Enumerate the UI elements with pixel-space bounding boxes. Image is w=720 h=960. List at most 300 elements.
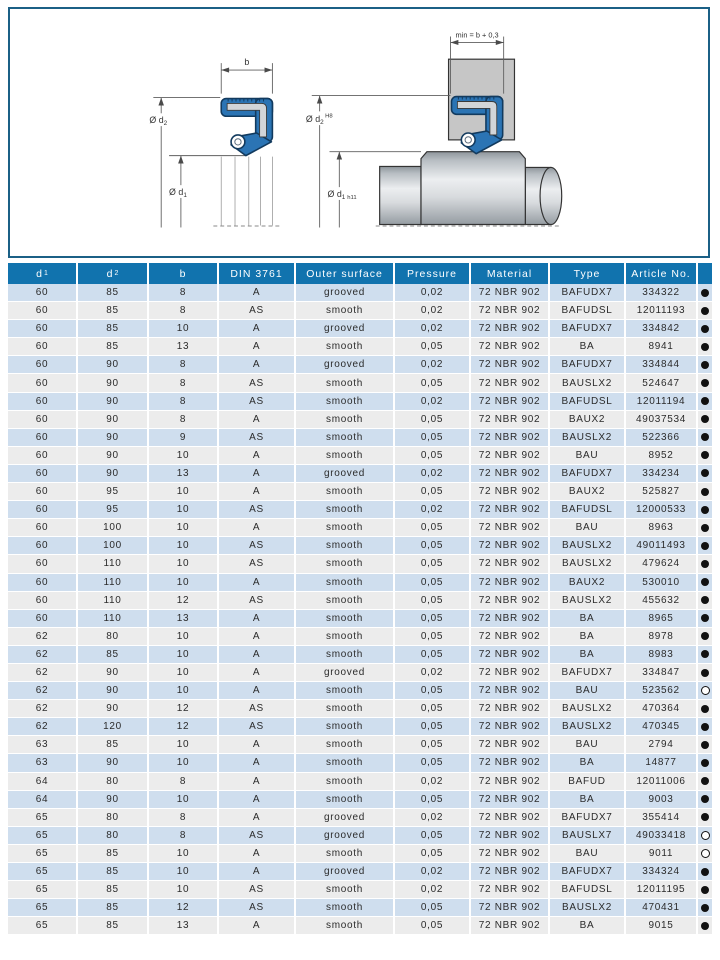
cell-din: A xyxy=(219,773,296,790)
table-row xyxy=(8,356,712,374)
cell-type: BAFUDSL xyxy=(550,393,626,410)
cell-availability xyxy=(698,537,712,554)
cell-type: BAFUDX7 xyxy=(550,664,626,681)
cell-material: 72 NBR 902 xyxy=(471,393,550,410)
cell-d1: 65 xyxy=(8,881,78,898)
cell-din: A xyxy=(219,447,296,464)
cell-d2: 85 xyxy=(78,863,149,880)
cell-material: 72 NBR 902 xyxy=(471,574,550,591)
cell-b: 10 xyxy=(149,881,219,898)
cell-type: BAFUDSL xyxy=(550,501,626,518)
cell-b: 8 xyxy=(149,302,219,319)
availability-dot-filled xyxy=(701,650,709,658)
cell-din: A xyxy=(219,682,296,699)
cell-material: 72 NBR 902 xyxy=(471,429,550,446)
cell-d1: 62 xyxy=(8,682,78,699)
availability-dot-filled xyxy=(701,469,709,477)
cell-article-no: 8965 xyxy=(626,610,698,627)
cell-material: 72 NBR 902 xyxy=(471,664,550,681)
column-header-d2: d 2 xyxy=(78,263,149,284)
cell-article-no: 8941 xyxy=(626,338,698,355)
availability-dot-filled xyxy=(701,813,709,821)
availability-dot-filled xyxy=(701,325,709,333)
cell-article-no: 9003 xyxy=(626,791,698,808)
availability-dot-filled xyxy=(701,904,709,912)
cell-outer-surface: grooved xyxy=(296,284,395,301)
cell-outer-surface: smooth xyxy=(296,773,395,790)
cell-article-no: 49037534 xyxy=(626,411,698,428)
cell-article-no: 479624 xyxy=(626,555,698,572)
availability-dot-filled xyxy=(701,886,709,894)
cell-b: 8 xyxy=(149,773,219,790)
table-row xyxy=(8,555,712,573)
cell-material: 72 NBR 902 xyxy=(471,791,550,808)
cell-pressure: 0,05 xyxy=(395,827,471,844)
cell-availability xyxy=(698,863,712,880)
cell-type: BAFUDX7 xyxy=(550,356,626,373)
cell-outer-surface: grooved xyxy=(296,863,395,880)
cell-din: AS xyxy=(219,537,296,554)
cell-pressure: 0,05 xyxy=(395,374,471,391)
cell-type: BA xyxy=(550,917,626,934)
cell-material: 72 NBR 902 xyxy=(471,320,550,337)
cell-outer-surface: smooth xyxy=(296,845,395,862)
cell-b: 8 xyxy=(149,411,219,428)
cell-availability xyxy=(698,899,712,916)
cell-outer-surface: grooved xyxy=(296,809,395,826)
cell-d2: 90 xyxy=(78,791,149,808)
cell-article-no: 334847 xyxy=(626,664,698,681)
cell-d2: 80 xyxy=(78,809,149,826)
cell-b: 10 xyxy=(149,628,219,645)
cell-din: AS xyxy=(219,881,296,898)
cell-d1: 60 xyxy=(8,411,78,428)
cell-type: BAUSLX2 xyxy=(550,537,626,554)
cell-outer-surface: smooth xyxy=(296,682,395,699)
cell-din: A xyxy=(219,736,296,753)
cell-d1: 60 xyxy=(8,447,78,464)
cell-din: AS xyxy=(219,592,296,609)
cell-b: 8 xyxy=(149,356,219,373)
cell-b: 10 xyxy=(149,664,219,681)
cell-d2: 85 xyxy=(78,881,149,898)
cell-outer-surface: smooth xyxy=(296,718,395,735)
cell-b: 10 xyxy=(149,574,219,591)
table-row xyxy=(8,718,712,736)
cell-type: BAUSLX2 xyxy=(550,374,626,391)
cell-pressure: 0,05 xyxy=(395,700,471,717)
cell-d2: 95 xyxy=(78,483,149,500)
cell-din: AS xyxy=(219,501,296,518)
cell-article-no: 12000533 xyxy=(626,501,698,518)
cell-d1: 65 xyxy=(8,827,78,844)
cell-b: 13 xyxy=(149,465,219,482)
cell-b: 10 xyxy=(149,555,219,572)
cell-d1: 60 xyxy=(8,284,78,301)
cell-outer-surface: smooth xyxy=(296,700,395,717)
cell-d1: 60 xyxy=(8,483,78,500)
cell-d1: 63 xyxy=(8,754,78,771)
cell-d2: 110 xyxy=(78,555,149,572)
cell-type: BA xyxy=(550,628,626,645)
cell-material: 72 NBR 902 xyxy=(471,519,550,536)
availability-dot-filled xyxy=(701,596,709,604)
availability-dot-filled xyxy=(701,506,709,514)
cell-d1: 64 xyxy=(8,791,78,808)
cell-b: 13 xyxy=(149,338,219,355)
cell-type: BAUSLX2 xyxy=(550,718,626,735)
cell-pressure: 0,05 xyxy=(395,899,471,916)
table-body xyxy=(8,284,712,935)
cell-pressure: 0,05 xyxy=(395,537,471,554)
cell-b: 10 xyxy=(149,754,219,771)
cell-d2: 90 xyxy=(78,754,149,771)
cell-d2: 80 xyxy=(78,628,149,645)
cell-din: AS xyxy=(219,393,296,410)
cell-type: BAFUDX7 xyxy=(550,284,626,301)
cell-article-no: 334844 xyxy=(626,356,698,373)
cell-outer-surface: smooth xyxy=(296,899,395,916)
cell-d1: 60 xyxy=(8,501,78,518)
cell-d1: 65 xyxy=(8,899,78,916)
availability-dot-filled xyxy=(701,307,709,315)
d1-dimension-label: Ø $d_1$ xyxy=(169,186,187,199)
seal-drawing-panel xyxy=(8,7,710,258)
cell-d2: 110 xyxy=(78,592,149,609)
cell-material: 72 NBR 902 xyxy=(471,773,550,790)
cell-d1: 60 xyxy=(8,320,78,337)
cell-article-no: 524647 xyxy=(626,374,698,391)
cell-article-no: 523562 xyxy=(626,682,698,699)
cell-d2: 90 xyxy=(78,356,149,373)
cell-din: AS xyxy=(219,827,296,844)
cell-type: BA xyxy=(550,338,626,355)
cell-type: BAU xyxy=(550,736,626,753)
cell-b: 9 xyxy=(149,429,219,446)
cell-din: A xyxy=(219,356,296,373)
cell-availability xyxy=(698,465,712,482)
cell-din: A xyxy=(219,519,296,536)
cell-outer-surface: smooth xyxy=(296,881,395,898)
cell-availability xyxy=(698,302,712,319)
cell-outer-surface: smooth xyxy=(296,429,395,446)
cell-outer-surface: grooved xyxy=(296,356,395,373)
cell-material: 72 NBR 902 xyxy=(471,754,550,771)
cell-outer-surface: grooved xyxy=(296,664,395,681)
table-row xyxy=(8,574,712,592)
cell-material: 72 NBR 902 xyxy=(471,682,550,699)
cell-d1: 60 xyxy=(8,574,78,591)
table-row xyxy=(8,754,712,772)
cell-pressure: 0,05 xyxy=(395,429,471,446)
cell-type: BAUX2 xyxy=(550,574,626,591)
cell-availability xyxy=(698,483,712,500)
cell-outer-surface: smooth xyxy=(296,411,395,428)
table-row xyxy=(8,700,712,718)
cell-din: A xyxy=(219,917,296,934)
cell-article-no: 8983 xyxy=(626,646,698,663)
availability-dot-filled xyxy=(701,343,709,351)
cell-d1: 60 xyxy=(8,393,78,410)
cell-b: 8 xyxy=(149,374,219,391)
cell-outer-surface: smooth xyxy=(296,537,395,554)
cell-availability xyxy=(698,827,712,844)
cell-article-no: 8978 xyxy=(626,628,698,645)
cell-availability xyxy=(698,791,712,808)
cell-d1: 63 xyxy=(8,736,78,753)
cell-din: A xyxy=(219,574,296,591)
cell-d2: 85 xyxy=(78,320,149,337)
cell-availability xyxy=(698,718,712,735)
cell-type: BAUSLX2 xyxy=(550,700,626,717)
availability-dot-open xyxy=(701,686,710,695)
cell-type: BAFUD xyxy=(550,773,626,790)
table-header-row xyxy=(8,263,712,284)
cell-pressure: 0,02 xyxy=(395,320,471,337)
cell-availability xyxy=(698,338,712,355)
availability-dot-filled xyxy=(701,922,709,930)
availability-dot-open xyxy=(701,831,710,840)
cell-pressure: 0,05 xyxy=(395,411,471,428)
table-row xyxy=(8,465,712,483)
cell-material: 72 NBR 902 xyxy=(471,501,550,518)
cell-d2: 90 xyxy=(78,700,149,717)
b-dimension-label: b xyxy=(244,57,250,68)
column-header-availability xyxy=(698,263,712,284)
cell-din: A xyxy=(219,863,296,880)
cell-b: 10 xyxy=(149,501,219,518)
cell-material: 72 NBR 902 xyxy=(471,356,550,373)
cell-outer-surface: smooth xyxy=(296,646,395,663)
cell-b: 10 xyxy=(149,537,219,554)
cell-availability xyxy=(698,664,712,681)
availability-dot-filled xyxy=(701,397,709,405)
availability-dot-filled xyxy=(701,723,709,731)
cell-type: BAU xyxy=(550,519,626,536)
cell-b: 10 xyxy=(149,483,219,500)
cell-material: 72 NBR 902 xyxy=(471,718,550,735)
cell-type: BAFUDX7 xyxy=(550,465,626,482)
cell-outer-surface: grooved xyxy=(296,827,395,844)
cell-material: 72 NBR 902 xyxy=(471,628,550,645)
cell-din: AS xyxy=(219,302,296,319)
cell-din: A xyxy=(219,465,296,482)
cell-d1: 65 xyxy=(8,845,78,862)
cell-type: BAUSLX2 xyxy=(550,592,626,609)
table-row xyxy=(8,447,712,465)
cell-type: BAFUDSL xyxy=(550,881,626,898)
cell-availability xyxy=(698,284,712,301)
cell-d1: 60 xyxy=(8,610,78,627)
cell-type: BAUSLX2 xyxy=(550,899,626,916)
cell-material: 72 NBR 902 xyxy=(471,881,550,898)
cell-d1: 62 xyxy=(8,646,78,663)
table-row xyxy=(8,917,712,935)
cell-d2: 80 xyxy=(78,773,149,790)
cell-material: 72 NBR 902 xyxy=(471,700,550,717)
cell-availability xyxy=(698,773,712,790)
cell-d1: 62 xyxy=(8,718,78,735)
cell-type: BAFUDX7 xyxy=(550,863,626,880)
cell-outer-surface: grooved xyxy=(296,320,395,337)
cell-din: AS xyxy=(219,718,296,735)
availability-dot-filled xyxy=(701,578,709,586)
availability-dot-filled xyxy=(701,415,709,423)
cell-din: A xyxy=(219,483,296,500)
cell-article-no: 49033418 xyxy=(626,827,698,844)
cell-material: 72 NBR 902 xyxy=(471,302,550,319)
cell-din: AS xyxy=(219,899,296,916)
cell-article-no: 525827 xyxy=(626,483,698,500)
cell-pressure: 0,05 xyxy=(395,338,471,355)
cell-d1: 60 xyxy=(8,592,78,609)
cell-article-no: 522366 xyxy=(626,429,698,446)
cell-material: 72 NBR 902 xyxy=(471,646,550,663)
table-row xyxy=(8,320,712,338)
cell-article-no: 530010 xyxy=(626,574,698,591)
cell-b: 13 xyxy=(149,917,219,934)
cell-article-no: 12011195 xyxy=(626,881,698,898)
cell-material: 72 NBR 902 xyxy=(471,447,550,464)
cell-article-no: 12011006 xyxy=(626,773,698,790)
cell-d2: 100 xyxy=(78,537,149,554)
cell-pressure: 0,05 xyxy=(395,646,471,663)
table-row xyxy=(8,845,712,863)
cell-material: 72 NBR 902 xyxy=(471,899,550,916)
figure-seal-installed xyxy=(302,31,562,228)
cell-b: 8 xyxy=(149,284,219,301)
cell-din: AS xyxy=(219,700,296,717)
table-row xyxy=(8,863,712,881)
cell-pressure: 0,02 xyxy=(395,881,471,898)
table-row xyxy=(8,501,712,519)
cell-outer-surface: smooth xyxy=(296,483,395,500)
cell-article-no: 355414 xyxy=(626,809,698,826)
table-row xyxy=(8,429,712,447)
cell-din: A xyxy=(219,791,296,808)
column-header-din: DIN 3761 xyxy=(219,263,296,284)
cell-availability xyxy=(698,320,712,337)
cell-type: BAUX2 xyxy=(550,483,626,500)
cell-b: 10 xyxy=(149,863,219,880)
cell-article-no: 455632 xyxy=(626,592,698,609)
cell-b: 13 xyxy=(149,610,219,627)
cell-din: A xyxy=(219,338,296,355)
cell-din: A xyxy=(219,664,296,681)
cell-d2: 110 xyxy=(78,574,149,591)
cell-material: 72 NBR 902 xyxy=(471,592,550,609)
cell-availability xyxy=(698,754,712,771)
cell-availability xyxy=(698,574,712,591)
cell-d2: 85 xyxy=(78,899,149,916)
column-header-material: Material xyxy=(471,263,550,284)
cell-type: BA xyxy=(550,646,626,663)
cell-b: 8 xyxy=(149,827,219,844)
availability-dot-filled xyxy=(701,868,709,876)
availability-dot-filled xyxy=(701,560,709,568)
cell-d2: 90 xyxy=(78,374,149,391)
cell-b: 12 xyxy=(149,718,219,735)
cell-availability xyxy=(698,845,712,862)
cell-d2: 95 xyxy=(78,501,149,518)
table-row xyxy=(8,809,712,827)
availability-dot-filled xyxy=(701,705,709,713)
table-row xyxy=(8,519,712,537)
cell-article-no: 14877 xyxy=(626,754,698,771)
table-row xyxy=(8,302,712,320)
cell-type: BAFUDSL xyxy=(550,302,626,319)
table-row xyxy=(8,646,712,664)
cell-article-no: 470364 xyxy=(626,700,698,717)
availability-dot-filled xyxy=(701,542,709,550)
cell-availability xyxy=(698,592,712,609)
cell-material: 72 NBR 902 xyxy=(471,845,550,862)
column-header-b: b xyxy=(149,263,219,284)
cell-b: 12 xyxy=(149,700,219,717)
cell-type: BA xyxy=(550,610,626,627)
cell-din: A xyxy=(219,754,296,771)
cell-material: 72 NBR 902 xyxy=(471,555,550,572)
cell-pressure: 0,05 xyxy=(395,917,471,934)
cell-d2: 85 xyxy=(78,845,149,862)
cell-type: BA xyxy=(550,791,626,808)
table-row xyxy=(8,411,712,429)
cell-material: 72 NBR 902 xyxy=(471,537,550,554)
cell-d2: 85 xyxy=(78,917,149,934)
cell-outer-surface: smooth xyxy=(296,501,395,518)
cell-type: BAUSLX2 xyxy=(550,429,626,446)
table-row xyxy=(8,773,712,791)
cell-pressure: 0,05 xyxy=(395,592,471,609)
table-row xyxy=(8,483,712,501)
cell-availability xyxy=(698,429,712,446)
cell-outer-surface: smooth xyxy=(296,374,395,391)
cell-b: 10 xyxy=(149,791,219,808)
cell-pressure: 0,05 xyxy=(395,754,471,771)
cell-outer-surface: smooth xyxy=(296,791,395,808)
cell-d1: 60 xyxy=(8,429,78,446)
cell-availability xyxy=(698,411,712,428)
cell-pressure: 0,02 xyxy=(395,809,471,826)
cell-material: 72 NBR 902 xyxy=(471,465,550,482)
cell-article-no: 334324 xyxy=(626,863,698,880)
column-header-outer-surface: Outer surface xyxy=(296,263,395,284)
cell-din: A xyxy=(219,809,296,826)
availability-dot-filled xyxy=(701,289,709,297)
cell-type: BAUSLX2 xyxy=(550,555,626,572)
cell-din: AS xyxy=(219,555,296,572)
table-row xyxy=(8,592,712,610)
cell-material: 72 NBR 902 xyxy=(471,827,550,844)
cell-availability xyxy=(698,393,712,410)
cell-b: 8 xyxy=(149,393,219,410)
cell-pressure: 0,05 xyxy=(395,845,471,862)
cell-article-no: 2794 xyxy=(626,736,698,753)
cell-availability xyxy=(698,356,712,373)
cell-d2: 90 xyxy=(78,447,149,464)
table-row xyxy=(8,610,712,628)
cell-article-no: 334234 xyxy=(626,465,698,482)
cell-outer-surface: smooth xyxy=(296,574,395,591)
column-header-article-no: Article No. xyxy=(626,263,698,284)
availability-dot-filled xyxy=(701,361,709,369)
cell-availability xyxy=(698,447,712,464)
d2-dimension-label: Ø $d_2$ xyxy=(149,115,168,128)
cell-d1: 60 xyxy=(8,537,78,554)
cell-pressure: 0,02 xyxy=(395,664,471,681)
cell-availability xyxy=(698,555,712,572)
cell-pressure: 0,05 xyxy=(395,628,471,645)
